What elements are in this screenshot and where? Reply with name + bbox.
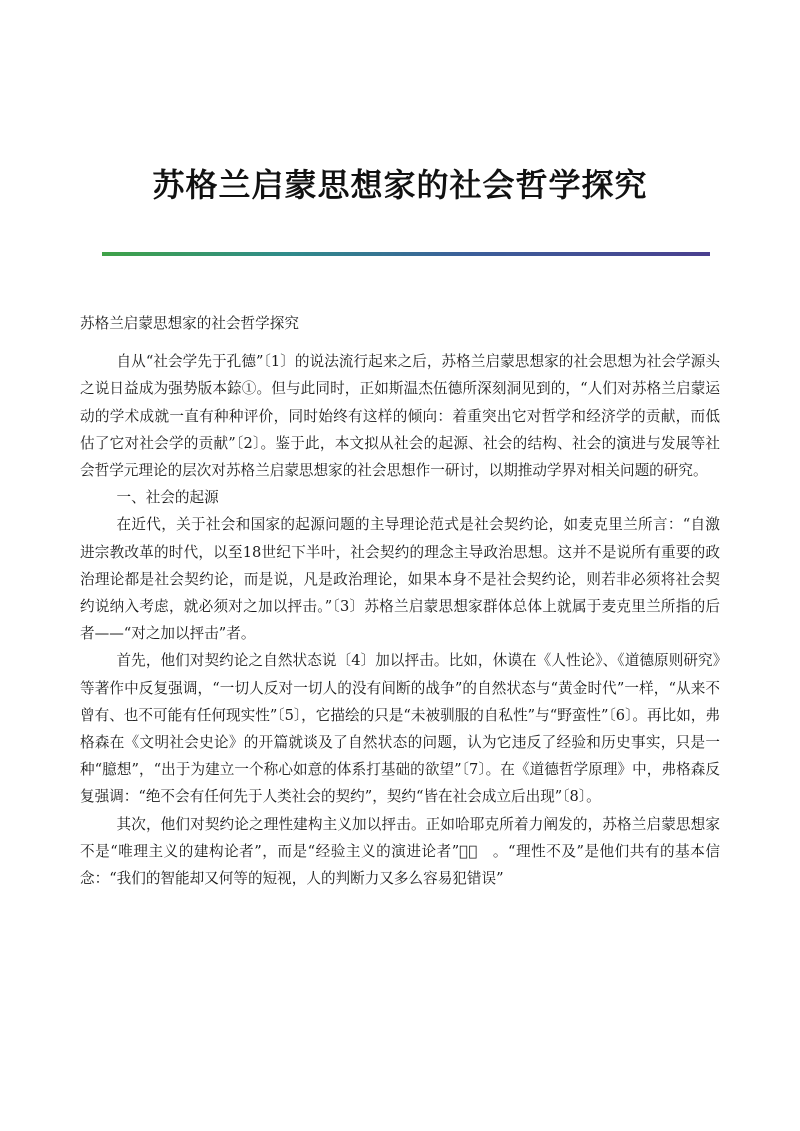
page-title: 苏格兰启蒙思想家的社会哲学探究 <box>152 166 648 204</box>
document-body <box>80 310 720 892</box>
paragraph-intro: 自从“社会学先于孔德”〔1〕的说法流行起来之后，苏格兰启蒙思想家的社会思想为社会学源头之说日益成为强势版本錼①。但与此同时，正如斯温杰伍德所深刻洞见到的，“人们对苏格兰启蒙运动的学术成就一直有种种评价，同时始终有这样的倾向：着重突出它对哲学和经济学的贡献，而低估了它对社会学的贡献”〔2〕。鉴于此，本文拟从社会的起源、社会的结构、社会的演进与发展等社会哲学元理论的层次对苏格兰启蒙思想家的社会思想作一研讨，以期推动学界对相关问题的研究。 <box>80 353 720 480</box>
section-heading-origin: 一、社会的起源 <box>116 489 219 507</box>
title-divider <box>102 252 710 256</box>
paragraph-state-of-nature: 首先，他们对契约论之自然状态说〔4〕加以抨击。比如，休谟在《人性论》、《道德原则研究》等著作中反复强调，“一切人反对一切人的没有间断的战争”的自然状态与“黄金时代”一样，“从来不曾有、也不可能有任何现实性”〔5〕，它描绘的只是“未被驯服的自私性”与“野蛮性”〔6〕。再比如，弗格森在《文明社会史论》的开篇就谈及了自然状态的问题，认为它违反了经验和历史事实，只是一种“臆想”，“出于为建立一个称心如意的体系打基础的欲望”〔7〕。在《道德哲学原理》中，弗格森反复强调：“绝不会有任何先于人类社会的契约”，契约“皆在社会成立后出现”〔8〕。 <box>80 652 720 806</box>
paragraph-contract-theory: 在近代，关于社会和国家的起源问题的主导理论范式是社会契约论，如麦克里兰所言：“自激进宗教改革的时代，以至18世纪下半叶，社会契约的理念主导政治思想。这并不是说所有重要的政治理论都是社会契约论，而是说，凡是政治理论，如果本身不是社会契约论，则若非必须将社会契约说纳入考虑，就必须对之加以抨击。”〔3〕苏格兰启蒙思想家群体总体上就属于麦克里兰所指的后者——“对之加以抨击”者。 <box>80 516 720 643</box>
document-subtitle: 苏格兰启蒙思想家的社会哲学探究 <box>80 315 299 332</box>
paragraph-rational-constructivism: 其次，他们对契约论之理性建构主义加以抨击。正如哈耶克所着力阐发的，苏格兰启蒙思想家不是“唯理主义的建构论者”，而是“经验主义的演进论者”􀀁② 。“理性不及”是他们共有的基本信念：“我们的智能却又何等的短视，人的判断力又多么容易犯错误” <box>80 815 720 888</box>
